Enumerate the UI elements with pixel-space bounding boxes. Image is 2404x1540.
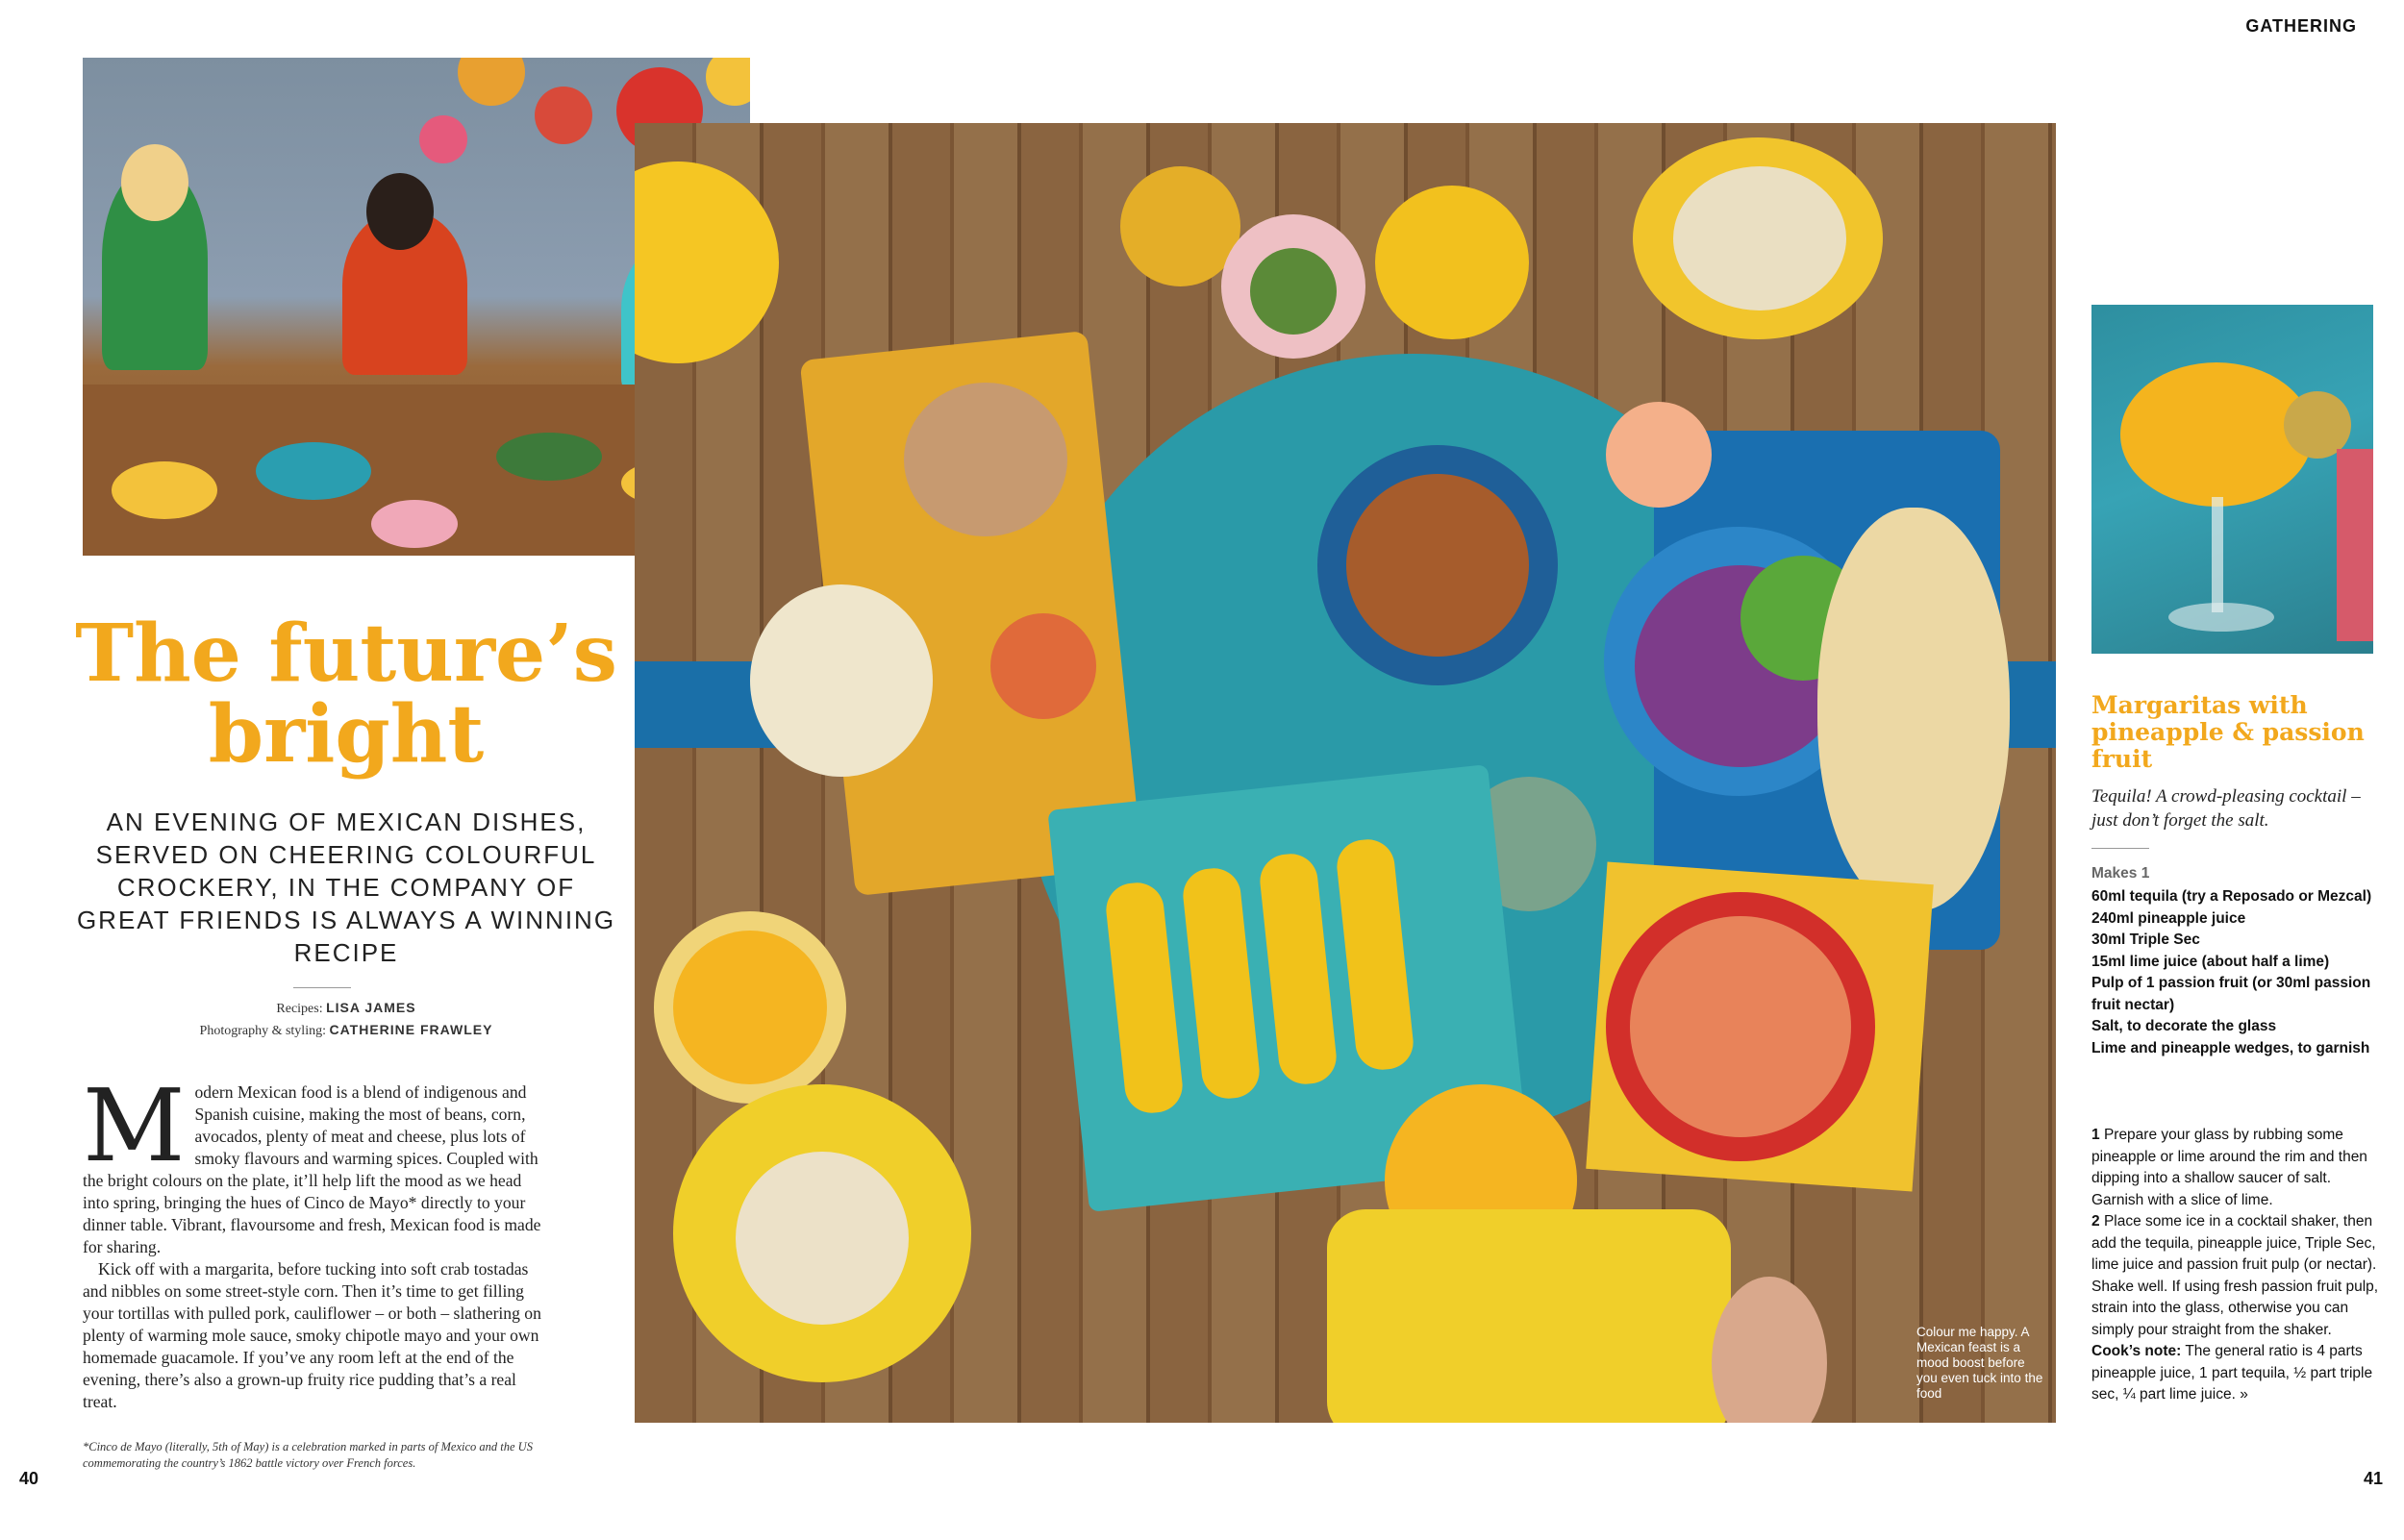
step-number: 2 — [2091, 1213, 2100, 1230]
ingredient-item: 240ml pineapple juice — [2091, 909, 2246, 927]
ingredient-item: Salt, to decorate the glass — [2091, 1018, 2277, 1034]
cooks-note — [2091, 1341, 2385, 1406]
ingredient-item: Pulp of 1 passion fruit (or 30ml passion fruit nectar) — [2091, 975, 2371, 1013]
cooks-note-label: Cook’s note: — [2091, 1343, 2182, 1359]
credit-photo-label: Photography & styling: — [199, 1024, 326, 1038]
recipe-yield: Makes 1 — [2091, 865, 2150, 882]
body-paragraph-1: odern Mexican food is a blend of indigenous and Spanish cuisine, making the most of beans, corn, avocados, plenty of meat and cheese, plus lots of smoky flavours and warming spices. Coupled with the bright colours on the plate, it’ll help lift the mood as we head into spring, bringing the hues of Cinco de Mayo* directly to your dinner table. Vibrant, flavoursome and fresh, Mexican food is made for sharing. — [83, 1082, 541, 1256]
ingredient-item: 60ml tequila (try a Reposado or Mezcal) — [2091, 888, 2372, 905]
recipe-method — [2091, 1125, 2385, 1406]
credit-recipes-name: LISA JAMES — [326, 1000, 416, 1015]
headline: The future’s bright — [75, 608, 617, 781]
credit-photo-name: CATHERINE FRAWLEY — [329, 1022, 493, 1037]
page-number-right: 41 — [2363, 1469, 2383, 1488]
divider-rule — [293, 987, 351, 988]
cooks-note-text: The general ratio is 4 parts pineapple juice, 1 part tequila, ½ part triple sec, ¼ part lime juice. » — [2091, 1343, 2373, 1403]
page-number-left: 40 — [19, 1469, 39, 1488]
divider-rule — [2091, 848, 2149, 849]
credit-recipes — [67, 1000, 625, 1017]
footnote: *Cinco de Mayo (literally, 5th of May) is a celebration marked in parts of Mexico and the US commemorating the country’s 1862 battle victory over French forces. — [83, 1440, 533, 1470]
method-step-2 — [2091, 1211, 2385, 1341]
recipe-intro: Tequila! A crowd-pleasing cocktail – just don’t forget the salt. — [2091, 786, 2361, 831]
ingredient-item: 15ml lime juice (about half a lime) — [2091, 953, 2330, 970]
ingredient-item: 30ml Triple Sec — [2091, 931, 2200, 948]
step-number: 1 — [2091, 1127, 2100, 1143]
ingredient-list — [2091, 886, 2380, 1059]
credit-photography — [67, 1022, 625, 1039]
step-text: Place some ice in a cocktail shaker, then add the tequila, pineapple juice, Triple Sec, lime juice and passion fruit pulp (or nectar). Shake well. If using fresh passion fruit pulp, strain into the glass, otherwise you can simply pour straight from the shaker. — [2091, 1213, 2379, 1338]
drop-cap: M — [83, 1067, 186, 1184]
body-copy — [83, 1067, 546, 1413]
body-paragraph-2: Kick off with a margarita, before tucking into soft crab tostadas and nibbles on some street-style corn. Then it’s time to get filling your tortillas with pulled pork, cauliflower – or both – slathering on plenty of warming mole sauce, smoky chipotle mayo and your own homemade guacamole. If you’ve any room left at the end of the evening, there’s also a grown-up fruity rice pudding that’s a real treat. — [83, 1259, 541, 1411]
ingredient-item: Lime and pineapple wedges, to garnish — [2091, 1039, 2370, 1056]
method-step-1 — [2091, 1125, 2385, 1211]
recipe-title: Margaritas with pineapple & passion fruit — [2091, 691, 2365, 773]
step-text: Prepare your glass by rubbing some pineapple or lime around the rim and then dipping into a shallow saucer of salt. Garnish with a slice of lime. — [2091, 1127, 2367, 1208]
credit-recipes-label: Recipes: — [276, 1002, 323, 1016]
standfirst: AN EVENING OF MEXICAN DISHES, SERVED ON CHEERING COLOURFUL CROCKERY, IN THE COMPANY OF GREAT FRIENDS IS ALWAYS A WINNING RECIPE — [76, 807, 616, 967]
photo-mexican-feast — [635, 123, 2056, 1423]
section-label: GATHERING — [2245, 16, 2357, 36]
photo-margarita — [2091, 305, 2373, 654]
photo-caption: Colour me happy. A Mexican feast is a mood boost before you even tuck into the food — [1916, 1325, 2043, 1401]
